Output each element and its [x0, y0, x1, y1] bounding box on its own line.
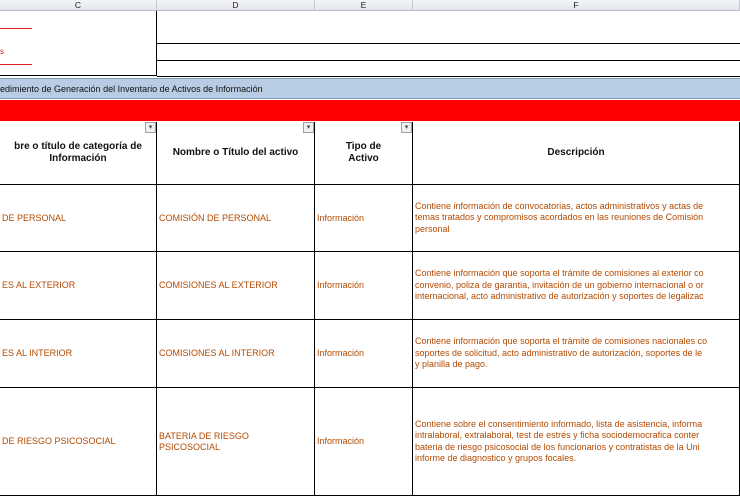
cell-text: ES AL INTERIOR	[2, 348, 73, 358]
table-cell-description[interactable]	[413, 320, 740, 388]
header-asset-name[interactable]	[157, 122, 315, 185]
red-rule	[0, 64, 32, 65]
header-info-cell[interactable]	[157, 61, 740, 77]
column-header-bar	[0, 0, 740, 11]
filter-dropdown-icon[interactable]: ▾	[145, 122, 156, 133]
column-header-f[interactable]: F	[413, 0, 740, 11]
column-header-e[interactable]: E	[315, 0, 413, 11]
red-separator-band[interactable]	[0, 100, 740, 121]
table-cell-asset[interactable]	[157, 185, 315, 252]
filter-dropdown-icon[interactable]: ▾	[401, 122, 412, 133]
description-line: internacional, acto administrativo de autorización y soportes de legalizac	[415, 291, 704, 302]
table-cell-description[interactable]	[413, 388, 740, 496]
description-line: Contiene sobre el consentimiento informado, lista de asistencia, informa	[415, 418, 703, 429]
header-info-cell[interactable]	[157, 11, 740, 44]
table-cell-description[interactable]	[413, 252, 740, 320]
table-cell-asset[interactable]	[157, 388, 315, 496]
table-cell-category[interactable]	[0, 388, 157, 496]
header-info-cell[interactable]	[157, 44, 740, 61]
description-line: Contiene información de convocatorias, actos administrativos y actas de	[415, 200, 704, 211]
table-cell-type[interactable]	[315, 320, 413, 388]
description-line: Contiene información que soporta el trámite de comisiones al exterior co	[415, 268, 704, 279]
procedure-title: edimiento de Generación del Inventario de Activos de Información	[0, 84, 263, 94]
description-line: informe de diagnostico y grupos focales.	[415, 453, 577, 463]
header-category-label: bre o título de categoría de Información	[14, 141, 142, 164]
column-header-d[interactable]: D	[157, 0, 315, 11]
header-asset-label: Nombre o Título del activo	[172, 147, 299, 158]
cell-text: DE RIESGO PSICOSOCIAL	[2, 436, 116, 446]
cell-text: Información	[317, 212, 365, 223]
red-rule	[0, 28, 32, 29]
description-line: intralaboral, extralaboral, test de estrés y ficha sociodemocrafica conter	[415, 430, 700, 440]
cut-off-text: s	[0, 47, 4, 56]
description-line: personal	[415, 223, 450, 234]
table-cell-type[interactable]	[315, 252, 413, 320]
description-line: y planilla de pago.	[415, 359, 488, 370]
table-cell-category[interactable]	[0, 185, 157, 252]
cell-text: Información	[317, 436, 365, 446]
next-row-edge	[0, 496, 740, 500]
table-cell-category[interactable]	[0, 252, 157, 320]
table-cell-category[interactable]	[0, 320, 157, 388]
cell-text: ES AL EXTERIOR	[2, 280, 76, 290]
table-cell-type[interactable]	[315, 388, 413, 496]
header-asset-type-label: Tipo de Activo	[345, 141, 382, 164]
table-cell-type[interactable]	[315, 185, 413, 252]
cell-text: COMISIONES AL INTERIOR	[159, 348, 275, 358]
header-description[interactable]	[413, 122, 740, 185]
cell-text: COMISIÓN DE PERSONAL	[159, 212, 272, 223]
description-line: Contiene información que soporta el trámite de comisiones nacionales co	[415, 336, 708, 347]
table-cell-asset[interactable]	[157, 320, 315, 388]
cell-text: COMISIONES AL EXTERIOR	[159, 280, 278, 290]
cell-text: DE PERSONAL	[2, 212, 67, 223]
header-category-name[interactable]	[0, 122, 157, 185]
description-line: temas tratados y compromisos acordados en las reuniones de Comisión	[415, 212, 704, 223]
column-header-c[interactable]: C	[0, 0, 157, 11]
description-line: convenio, poliza de garantia, invitación de un gobierno internacional o or	[415, 279, 704, 290]
header-asset-type[interactable]	[315, 122, 413, 185]
description-line: soportes de solicitud, acto administrativo de autorización, soportes de le	[415, 347, 703, 358]
procedure-title-band[interactable]	[0, 78, 740, 99]
filter-dropdown-icon[interactable]: ▾	[303, 122, 314, 133]
cell-text: Información	[317, 348, 365, 358]
table-cell-asset[interactable]	[157, 252, 315, 320]
cell-text: Información	[317, 280, 365, 290]
table-cell-description[interactable]	[413, 185, 740, 252]
cell-text: BATERIA DE RIESGO PSICOSOCIAL	[159, 430, 249, 452]
description-line: bateria de riesgo psicosocial de los funcionarios y contratistas de la Uni	[415, 441, 700, 452]
logo-area-cell[interactable]	[0, 11, 157, 76]
header-description-label: Descripción	[547, 147, 605, 158]
